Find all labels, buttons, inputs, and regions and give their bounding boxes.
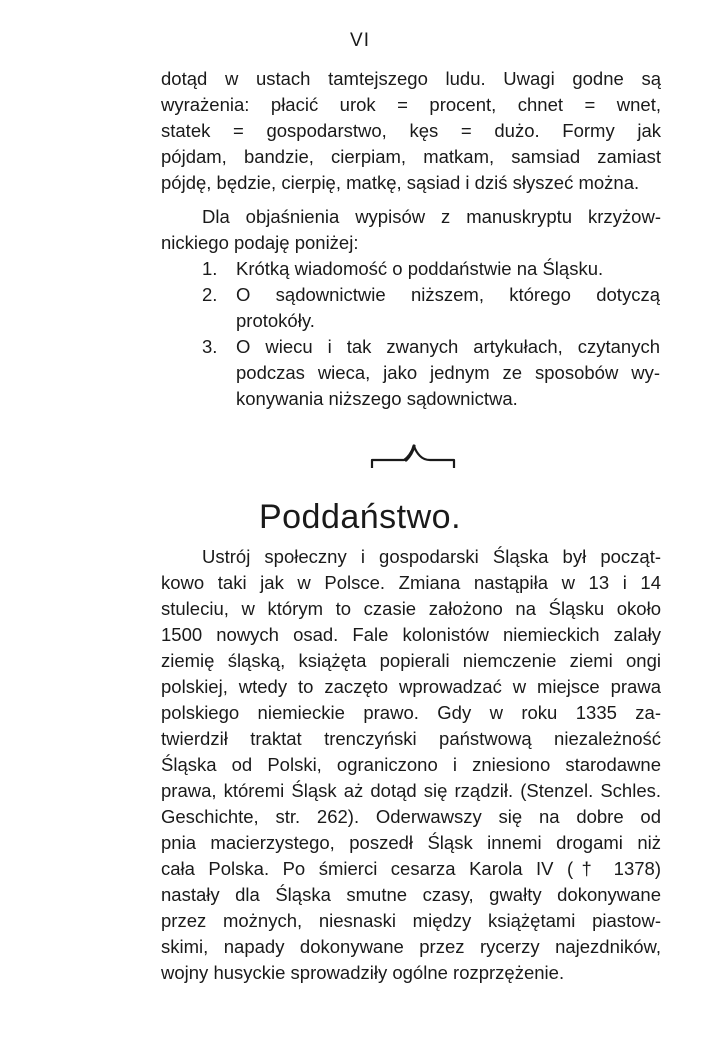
- page-number: VI: [350, 30, 370, 51]
- text-line: twierdził traktat trenczyński państwową niezależność: [161, 728, 661, 749]
- text-line: protokóły.: [236, 310, 315, 331]
- text-line: pójdam, bandzie, cierpiam, matkam, samsiad zamiast: [161, 146, 661, 167]
- section-body: [161, 544, 661, 986]
- text-line: polskiej, wtedy to zaczęto wprowadzać w miejsce prawa: [161, 676, 661, 697]
- text-line: Geschichte, str. 262). Oderwawszy się na dobre od: [161, 806, 661, 827]
- intro-paragraph: [161, 66, 661, 196]
- text-line: przez możnych, niesnaski między książętami piastow-: [161, 910, 661, 931]
- text-line: Śląska od Polski, ograniczono i zniesiono starodawne: [161, 754, 661, 775]
- explanation-paragraph: [161, 204, 661, 256]
- list-item: [202, 282, 660, 334]
- numbered-list: [202, 256, 660, 412]
- text-line: nastały dla Śląska smutne czasy, gwałty dokonywane: [161, 884, 661, 905]
- text-line: nickiego podaję poniżej:: [161, 232, 359, 253]
- text-line: Dla objaśnienia wypisów z manuskryptu krzyżow-: [202, 206, 661, 227]
- list-item: [202, 334, 660, 412]
- text-line: konywania niższego sądownictwa.: [236, 388, 518, 409]
- text-line: podczas wieca, jako jednym ze sposobów wy-: [236, 362, 660, 383]
- list-number: 3.: [202, 336, 218, 357]
- text-line: pójdę, będzie, cierpię, matkę, sąsiad i dziś słyszeć można.: [161, 172, 640, 193]
- text-line: statek = gospodarstwo, kęs = dużo. Formy jak: [161, 120, 661, 141]
- text-line: O wiecu i tak zwanych artykułach, czytanych: [236, 336, 660, 357]
- text-line: cała Polska. Po śmierci cesarza Karola IV († 1378): [161, 858, 661, 879]
- list-number: 2.: [202, 284, 218, 305]
- list-number: 1.: [202, 258, 218, 279]
- text-line: O sądownictwie niższem, którego dotyczą: [236, 284, 660, 305]
- text-line: stuleciu, w którym to czasie założono na Śląsku około: [161, 598, 661, 619]
- text-line: pnia macierzystego, poszedł Śląsk innemi drogami niż: [161, 832, 661, 853]
- text-line: 1500 nowych osad. Fale kolonistów niemieckich zalały: [161, 624, 661, 645]
- text-line: Krótką wiadomość o poddaństwie na Śląsku.: [236, 258, 604, 279]
- text-line: wyrażenia: płacić urok = procent, chnet = wnet,: [161, 94, 661, 115]
- text-line: skimi, napady dokonywane przez rycerzy najezdników,: [161, 936, 661, 957]
- section-divider-ornament: [368, 440, 458, 470]
- text-line: kowo taki jak w Polsce. Zmiana nastąpiła w 13 i 14: [161, 572, 661, 593]
- text-line: ziemię śląską, książęta popierali niemczenie ziemi ongi: [161, 650, 661, 671]
- list-item: [202, 256, 660, 282]
- text-line: wojny husyckie sprowadziły ogólne rozprzężenie.: [161, 962, 565, 983]
- section-title: Poddaństwo.: [258, 498, 462, 536]
- text-line: polskiego niemieckie prawo. Gdy w roku 1335 za-: [161, 702, 661, 723]
- text-line: prawa, któremi Śląsk aż dotąd się rządził. (Stenzel. Schles.: [161, 780, 661, 801]
- text-line: Ustrój społeczny i gospodarski Śląska był począt-: [202, 546, 661, 567]
- text-line: dotąd w ustach tamtejszego ludu. Uwagi godne są: [161, 68, 661, 89]
